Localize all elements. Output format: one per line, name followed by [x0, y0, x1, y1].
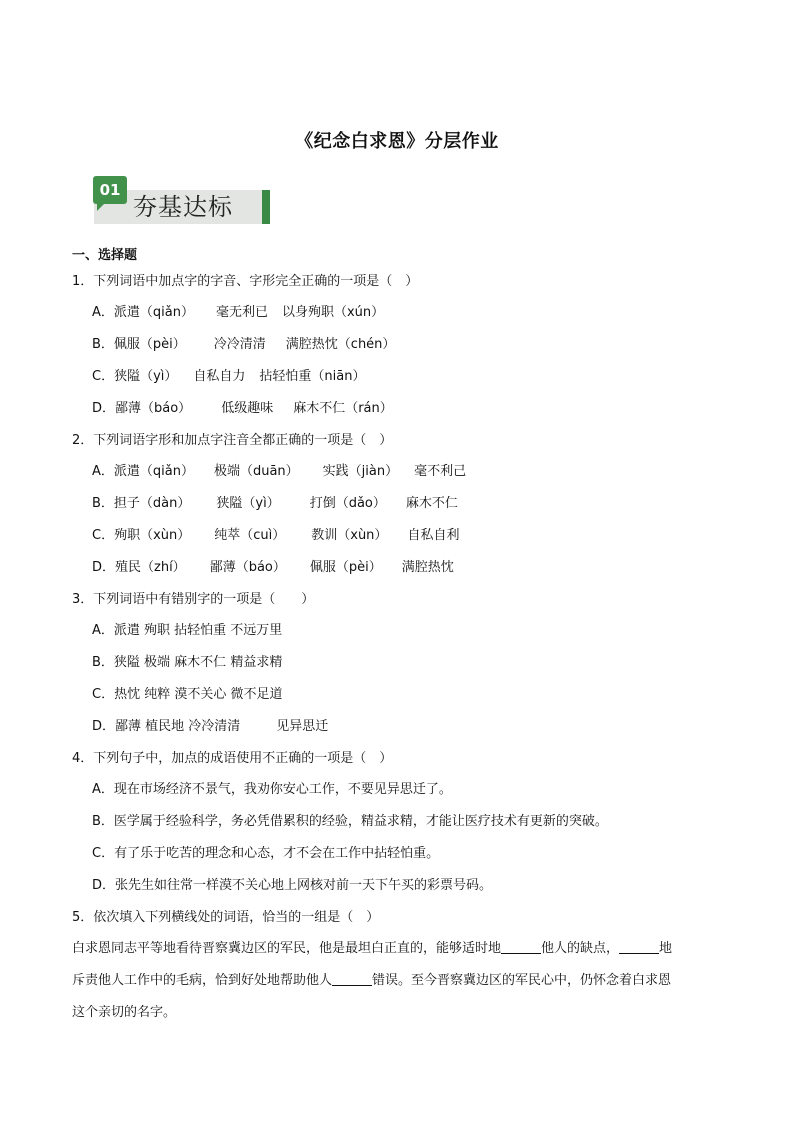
banner-label: 夯基达标	[133, 193, 233, 221]
question-2-option-c: C．殉职（xùn） 纯萃（cuì） 教训（xùn） 自私自利	[92, 528, 460, 543]
section-banner	[84, 174, 274, 228]
fill-blank-1[interactable]	[501, 940, 541, 954]
question-1-stem: 1．下列词语中加点字的字音、字形完全正确的一项是（ ）	[72, 274, 419, 289]
question-5-passage-line-1: 白求恩同志平等地看待晋察冀边区的军民，他是最坦白正直的，能够适时地 他人的缺点， 地	[72, 941, 673, 956]
question-1-option-c: C．狭隘（yì） 自私自力 拈轻怕重（niān）	[92, 369, 366, 384]
question-3-option-b: B．狭隘 极端 麻木不仁 精益求精	[92, 655, 283, 670]
question-5-stem: 5．依次填入下列横线处的词语，恰当的一组是（ ）	[72, 910, 380, 925]
question-3-option-a: A．派遣 殉职 拈轻怕重 不远万里	[92, 623, 283, 638]
banner-number-badge: 01	[93, 176, 127, 204]
question-1-option-a: A．派遣（qiǎn） 毫无利已 以身殉职（xún）	[92, 305, 385, 320]
fill-blank-2[interactable]	[619, 940, 659, 954]
question-3-stem: 3．下列词语中有错别字的一项是（ ）	[72, 592, 315, 607]
page-title: 《纪念白求恩》分层作业	[295, 131, 499, 152]
question-3-option-c: C．热忱 纯粹 漠不关心 微不足道	[92, 687, 283, 702]
question-2-option-d: D．殖民（zhí） 鄙薄（báo） 佩服（pèi） 满腔热忱	[92, 560, 454, 575]
banner-accent	[262, 190, 270, 224]
fill-blank-3[interactable]	[332, 972, 372, 986]
question-4-stem: 4．下列句子中，加点的成语使用不正确的一项是（ ）	[72, 751, 393, 766]
badge-tail-icon	[97, 202, 106, 211]
question-4-option-a: A．现在市场经济不景气，我劝你安心工作，不要见异思迁了。	[92, 782, 452, 797]
question-2-option-a: A．派遣（qiǎn） 极端（duān） 实践（jiàn） 毫不利己	[92, 464, 467, 479]
question-1-option-b: B．佩服（pèi） 冷冷清清 满腔热忱（chén）	[92, 337, 396, 352]
question-3-option-d: D．鄙薄 植民地 冷冷清清 见异思迁	[92, 719, 329, 734]
question-1-option-d: D．鄙薄（báo） 低级趣味 麻木不仁（rán）	[92, 401, 393, 416]
question-2-stem: 2．下列词语字形和加点字注音全都正确的一项是（ ）	[72, 433, 393, 448]
question-4-option-d: D．张先生如往常一样漠不关心地上网核对前一天下午买的彩票号码。	[92, 878, 493, 893]
question-2-option-b: B．担子（dàn） 狭隘（yì） 打倒（dǎo） 麻木不仁	[92, 496, 458, 511]
question-4-option-b: B．医学属于经验科学，务必凭借累积的经验，精益求精，才能让医疗技术有更新的突破。	[92, 814, 608, 829]
question-5-passage-line-2: 斥责他人工作中的毛病，恰到好处地帮助他人 错误。至今晋察冀边区的军民心中，仍怀念着白求恩	[72, 973, 672, 988]
question-5-passage-line-3: 这个亲切的名字。	[72, 1005, 177, 1020]
section-heading: 一、选择题	[72, 248, 138, 263]
question-4-option-c: C．有了乐于吃苦的理念和心态，才不会在工作中拈轻怕重。	[92, 846, 440, 861]
